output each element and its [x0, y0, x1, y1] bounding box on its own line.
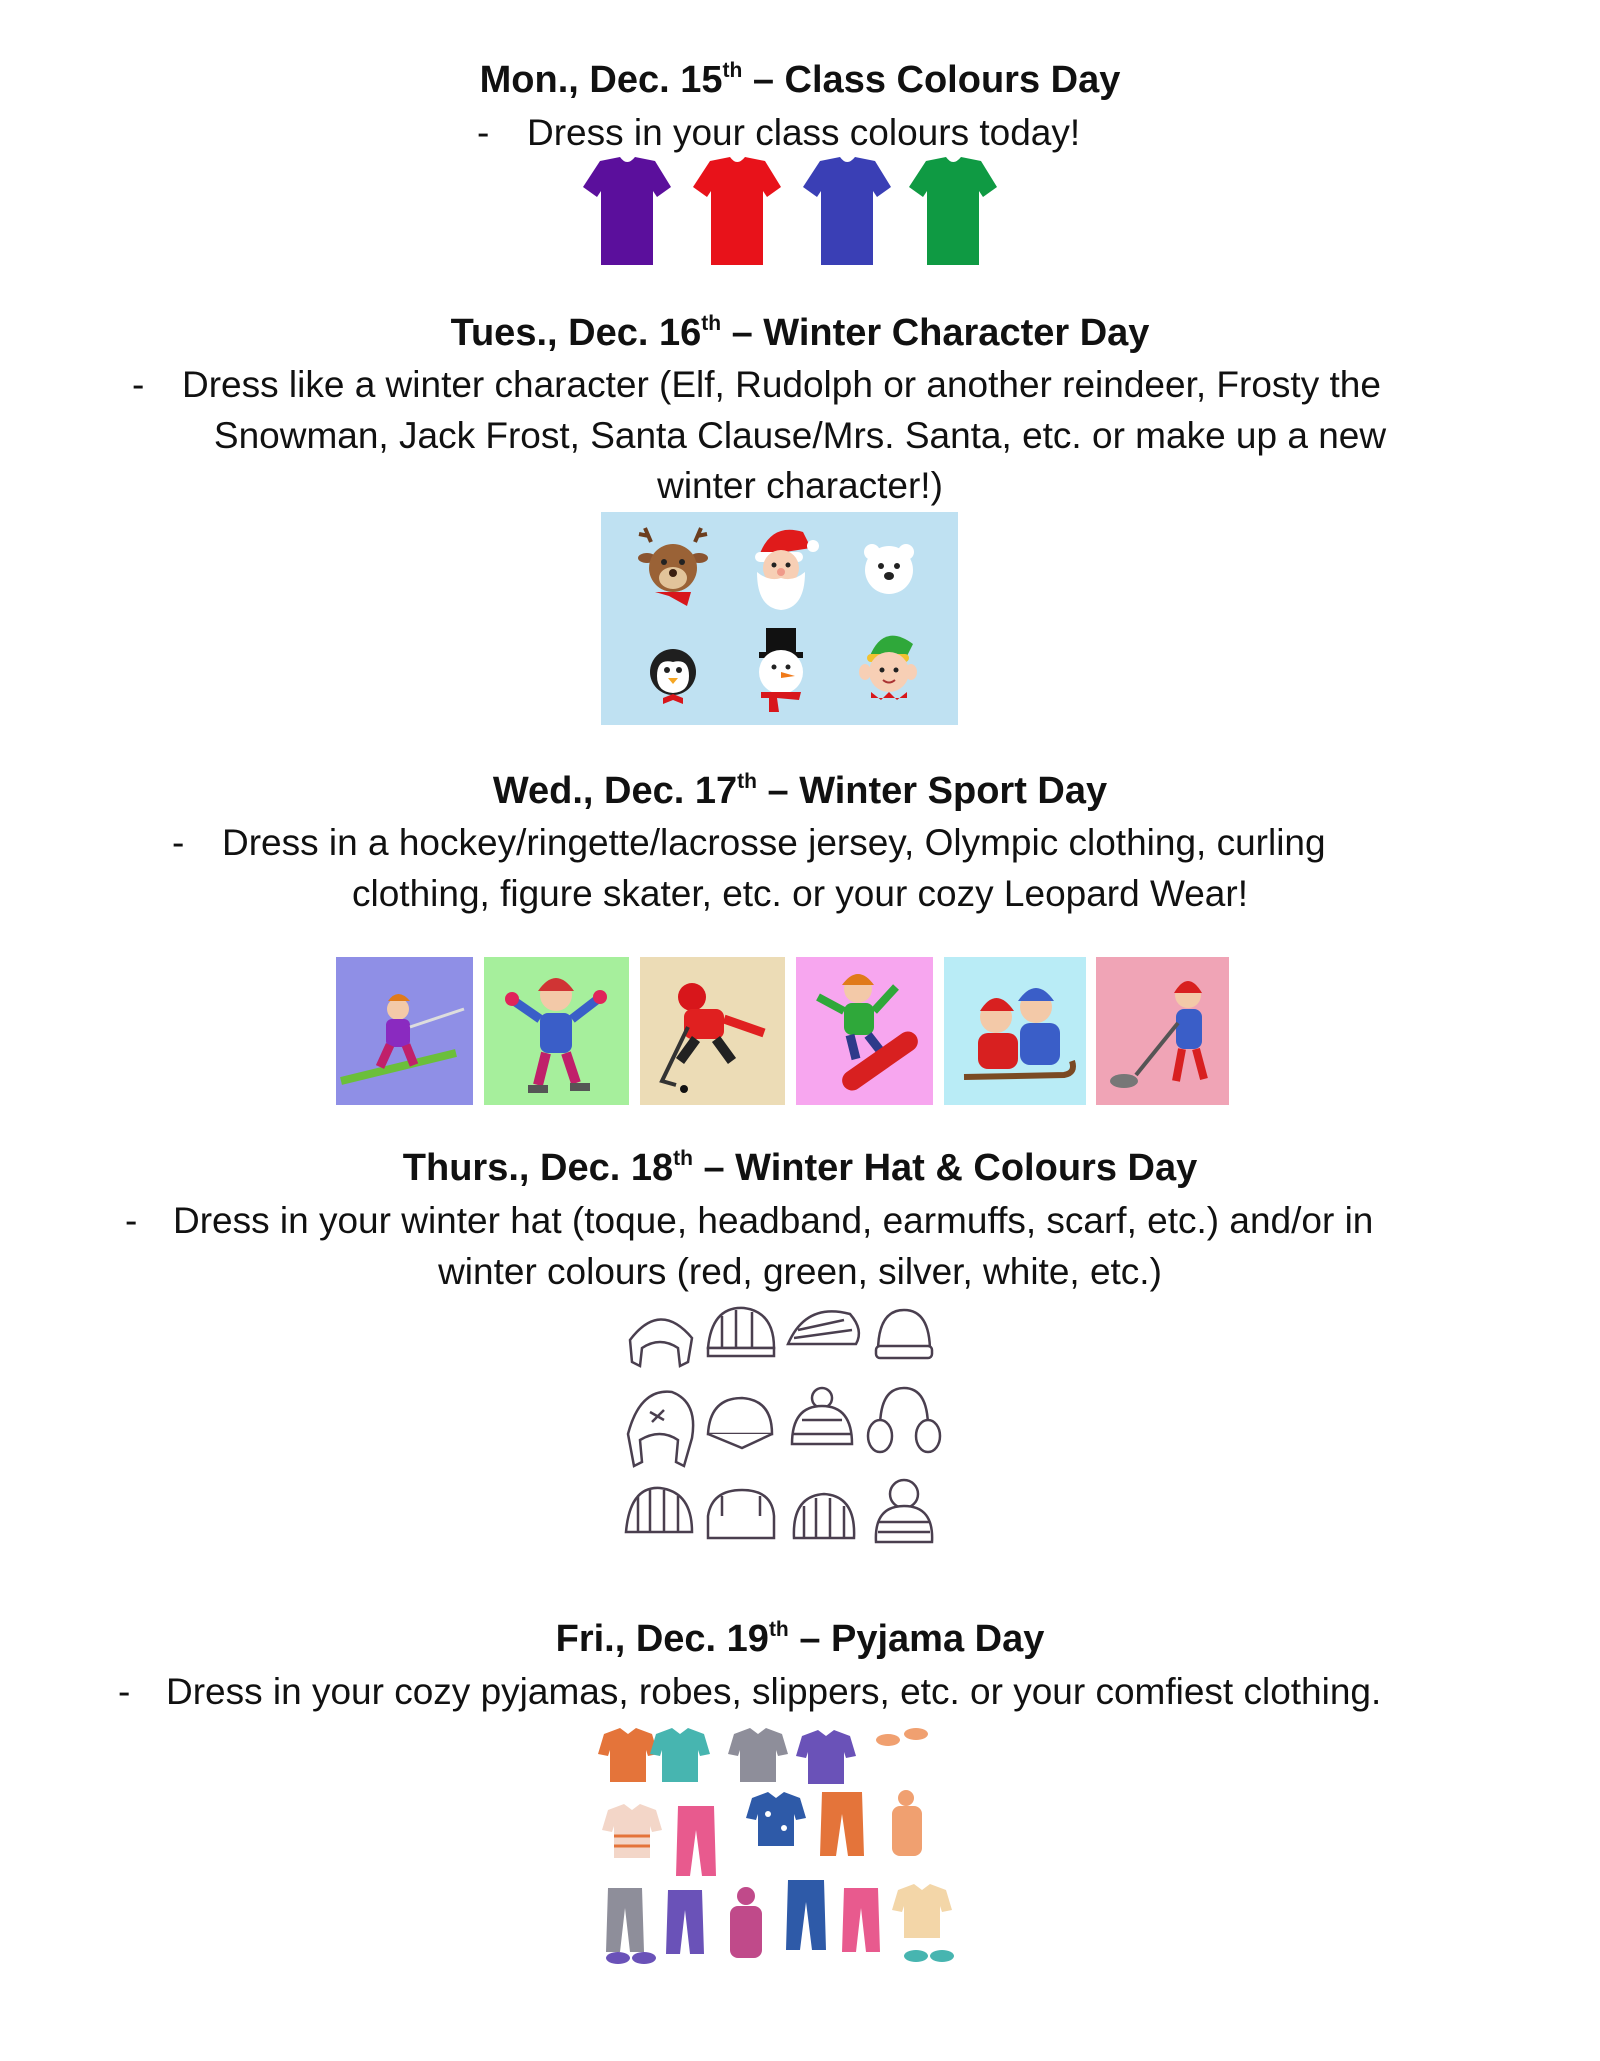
- day2-heading-date: Tues., Dec. 16: [450, 312, 702, 354]
- day2-heading: [0, 310, 1600, 356]
- beanie-icon: [626, 1488, 692, 1532]
- trapper-hat-icon: [708, 1490, 774, 1538]
- day4-heading-title: – Winter Hat & Colours Day: [692, 1147, 1198, 1189]
- day3-heading-date: Wed., Dec. 17: [492, 770, 738, 812]
- day2-bullet: -: [132, 364, 145, 405]
- hockey-player-icon: [640, 957, 785, 1105]
- sledders-icon: [944, 957, 1086, 1105]
- day3-heading-title: – Winter Sport Day: [756, 770, 1108, 812]
- day1-heading-date: Mon., Dec. 15: [479, 59, 723, 101]
- red-shirt-icon: [693, 157, 781, 265]
- curler-icon: [1096, 957, 1229, 1105]
- day5-heading: [0, 1616, 1600, 1662]
- winter-hats-grid: [620, 1300, 950, 1562]
- day2-heading-suffix: th: [701, 312, 722, 335]
- winter-sports-strip: [336, 957, 1229, 1105]
- day2-line-2: Snowman, Jack Frost, Santa Clause/Mrs. Santa, etc. or make up a new: [213, 415, 1387, 456]
- day4-line-2: winter colours (red, green, silver, white, etc.): [438, 1251, 1162, 1292]
- day5-heading-suffix: th: [768, 1618, 789, 1641]
- knit-hat-icon: [794, 1494, 854, 1538]
- day1-heading-title: – Class Colours Day: [742, 59, 1121, 101]
- day1-line-1: Dress in your class colours today!: [527, 112, 1081, 153]
- beanie-icon: [708, 1308, 774, 1356]
- day1-heading-suffix: th: [722, 59, 743, 82]
- day5-line-1: Dress in your cozy pyjamas, robes, slippers, etc. or your comfiest clothing.: [166, 1671, 1382, 1712]
- skater-icon: [484, 957, 629, 1105]
- pompom-hat-icon: [792, 1388, 852, 1444]
- earflap-hat-icon: [628, 1392, 693, 1466]
- snowboarder-icon: [796, 957, 933, 1105]
- pyjamas-collage: [598, 1720, 964, 1966]
- green-shirt-icon: [909, 157, 997, 265]
- day5-heading-date: Fri., Dec. 19: [555, 1618, 769, 1660]
- winter-characters-panel: [601, 512, 958, 725]
- day3-heading-suffix: th: [737, 770, 757, 793]
- day4-line-1: Dress in your winter hat (toque, headband, earmuffs, scarf, etc.) and/or in: [173, 1200, 1374, 1241]
- knit-hat-icon: [788, 1311, 859, 1344]
- blue-shirt-icon: [803, 157, 891, 265]
- day1-bullet: -: [477, 112, 490, 153]
- cap-icon: [708, 1398, 772, 1448]
- day4-heading: [0, 1145, 1600, 1191]
- day1-heading: [0, 57, 1600, 103]
- day2-heading-title: – Winter Character Day: [721, 312, 1150, 354]
- day2-line-1: Dress like a winter character (Elf, Rudolph or another reindeer, Frosty the: [182, 364, 1381, 405]
- toque-icon: [876, 1310, 932, 1358]
- day3-line-2: clothing, figure skater, etc. or your cozy Leopard Wear!: [352, 873, 1248, 914]
- day3-heading: [0, 768, 1600, 814]
- day4-heading-date: Thurs., Dec. 18: [402, 1147, 674, 1189]
- earmuffs-icon: [868, 1388, 940, 1452]
- pompom-hat-icon: [876, 1480, 932, 1542]
- day4-bullet: -: [125, 1200, 138, 1241]
- day4-heading-suffix: th: [673, 1147, 693, 1170]
- skier-icon: [336, 957, 473, 1105]
- class-colour-shirts: [565, 153, 999, 271]
- purple-shirt-icon: [583, 157, 671, 265]
- day5-heading-title: – Pyjama Day: [788, 1618, 1045, 1660]
- day3-line-1: Dress in a hockey/ringette/lacrosse jersey, Olympic clothing, curling: [222, 822, 1326, 863]
- day2-line-3: winter character!): [657, 465, 943, 506]
- day5-bullet: -: [118, 1671, 131, 1712]
- day3-bullet: -: [172, 822, 185, 863]
- trapper-hat-icon: [630, 1319, 692, 1366]
